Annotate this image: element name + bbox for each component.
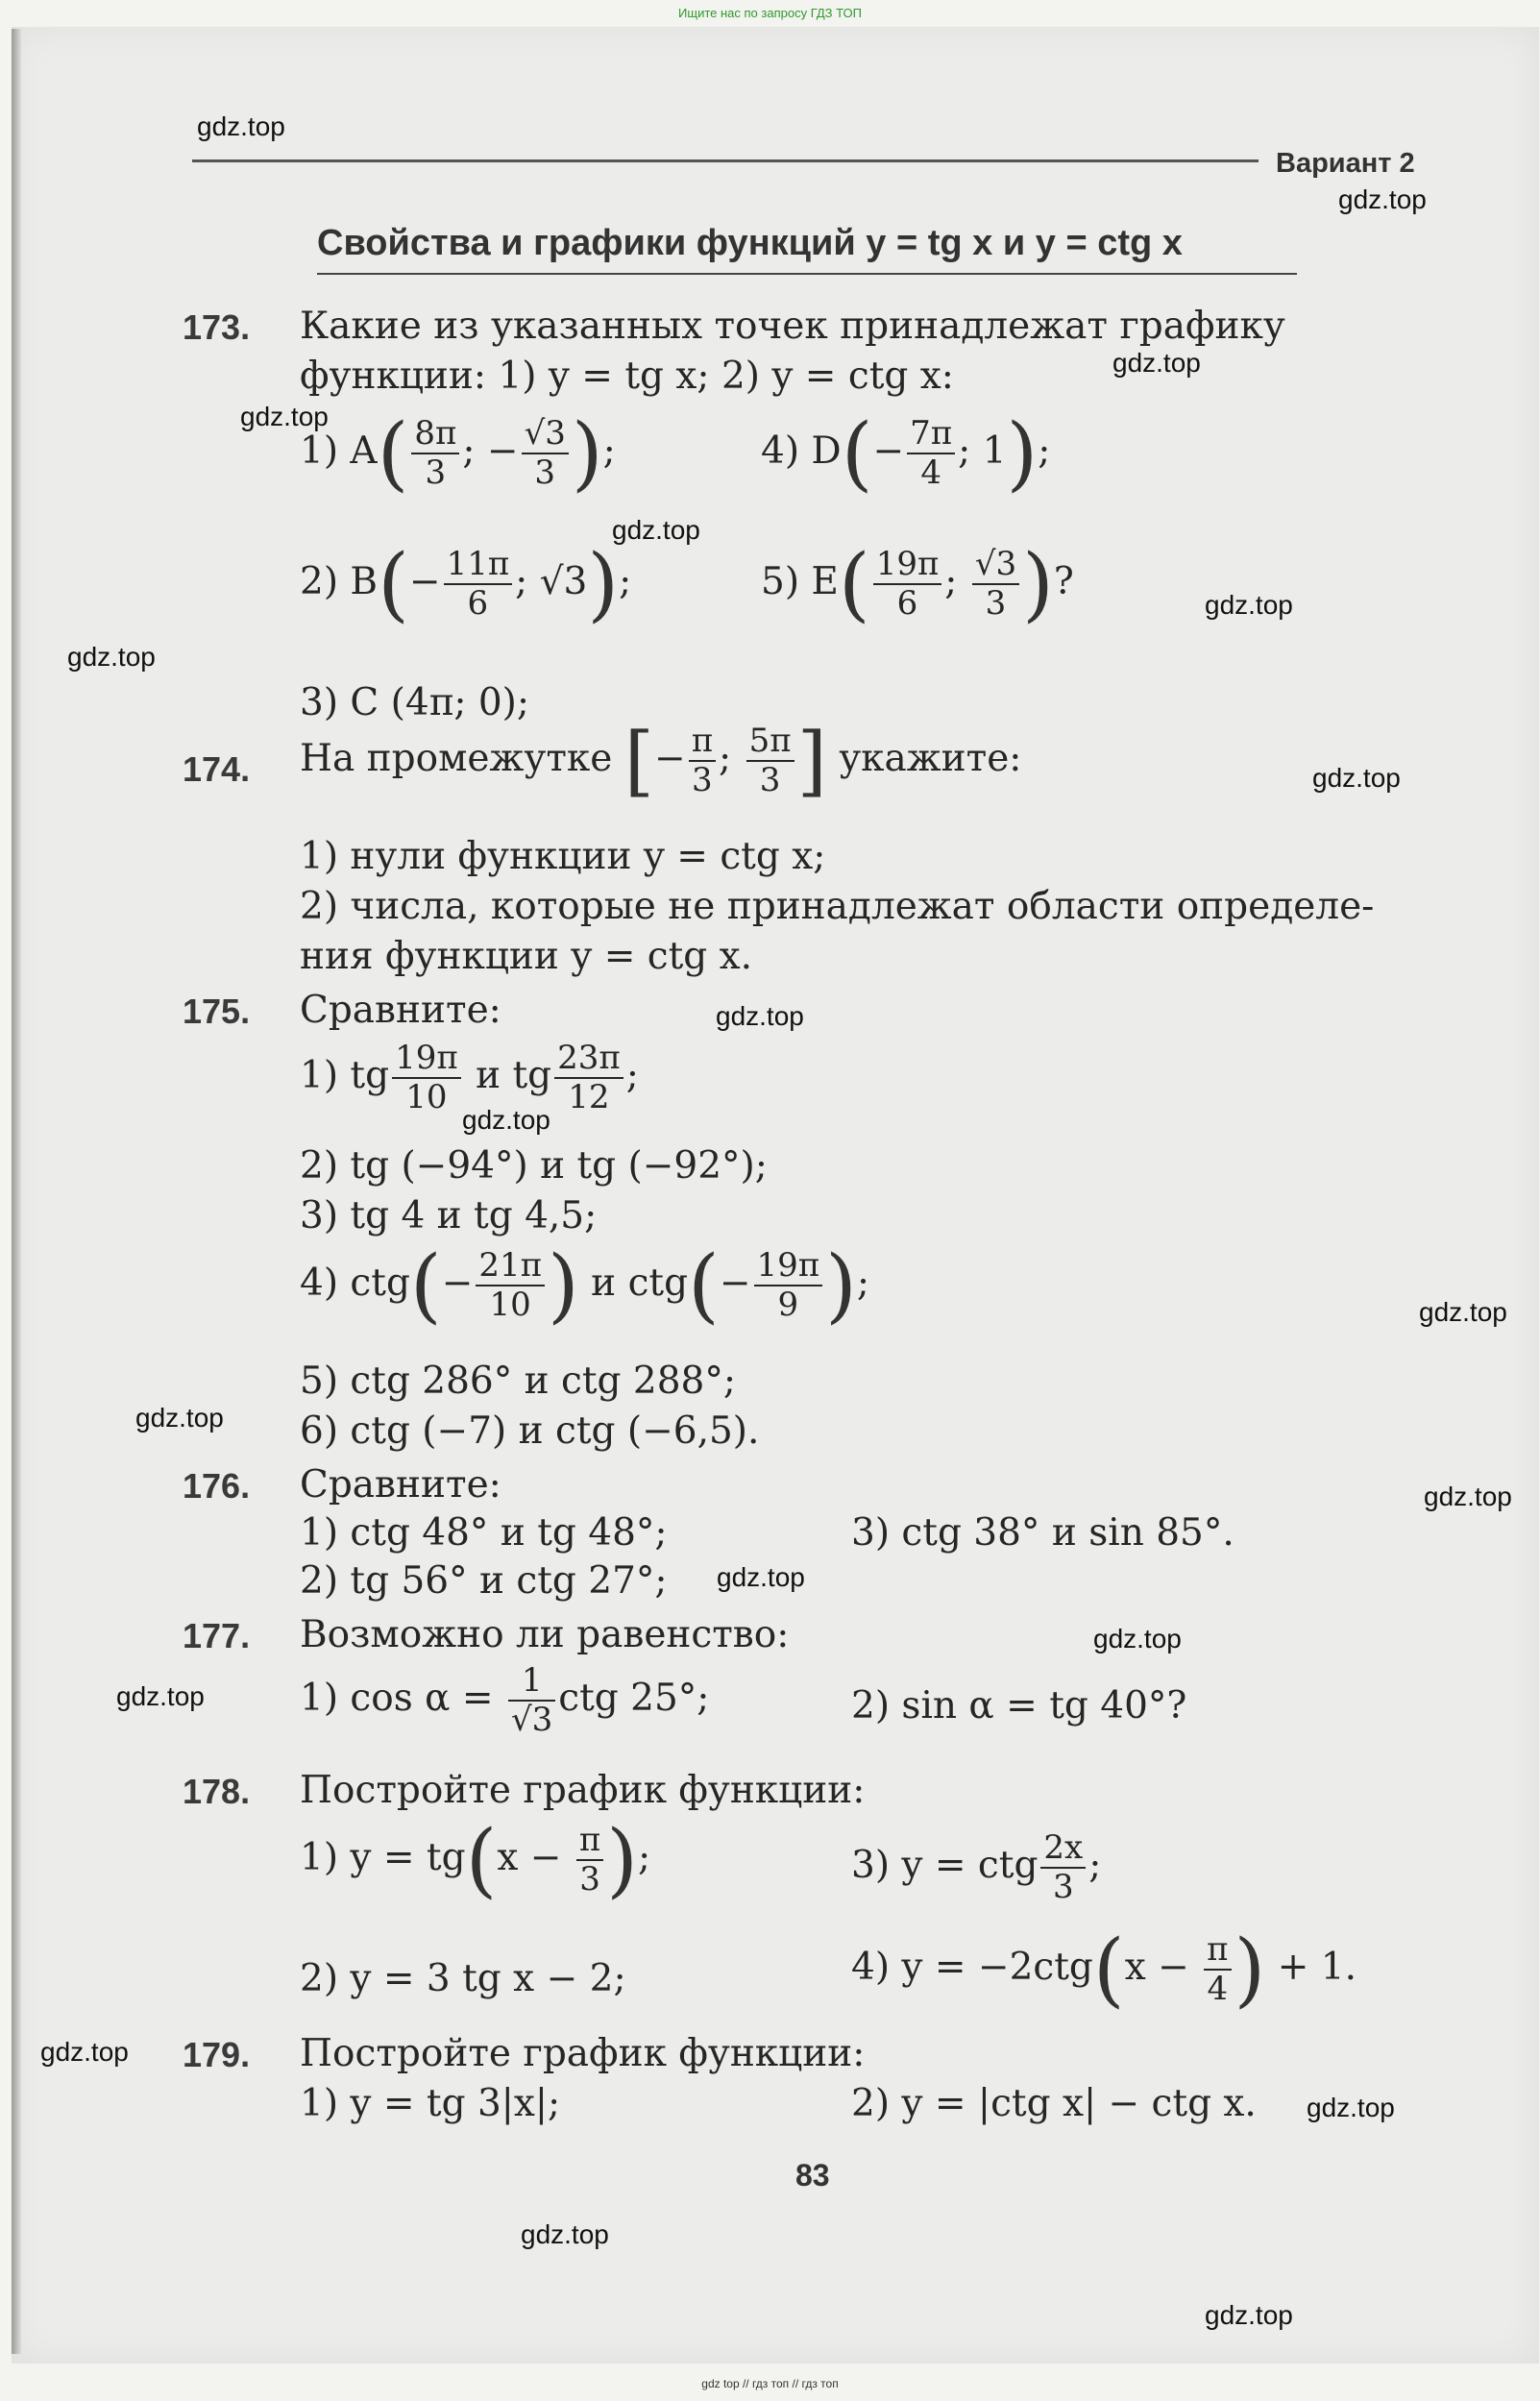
- variant-label: Вариант 2: [1276, 148, 1415, 179]
- fraction: $\frac{8\pi}{3}$: [411, 415, 459, 492]
- problem-item: 6) ctg (−7) и ctg (−6,5).: [300, 1409, 760, 1453]
- fraction: $\frac{5\pi}{3}$: [746, 723, 794, 799]
- fraction: $\frac{11\pi}{6}$: [444, 546, 513, 623]
- fraction: $\frac{√3}{3}$: [972, 546, 1019, 623]
- watermark: gdz.top: [240, 402, 329, 431]
- footer-links[interactable]: gdz top // гдз топ // гдз топ: [701, 2377, 839, 2390]
- problem-item: 3) tg 4 и tg 4,5;: [300, 1194, 598, 1237]
- problem-text: На промежутке [− $\frac{\pi}{3}$ ; $\frac{5\pi}{3}$ ] укажите:: [300, 716, 1022, 806]
- point-e: 5) E( $\frac{19\pi}{6}$ ; $\frac{√3}{3}$ )?: [761, 536, 1074, 631]
- problem-item: 5) ctg 286° и ctg 288°;: [300, 1360, 736, 1403]
- watermark: gdz.top: [67, 642, 156, 672]
- problem-item: 3) y = ctg $\frac{2x}{3}$ ;: [851, 1828, 1102, 1907]
- watermark: gdz.top: [612, 515, 700, 545]
- problem-number: 179.: [183, 2035, 251, 2074]
- problem-text: функции: 1) y = tg x; 2) y = ctg x:: [300, 355, 954, 398]
- watermark: gdz.top: [1307, 2093, 1395, 2122]
- problem-number: 177.: [183, 1616, 251, 1655]
- problem-item: 4) y = −2ctg(x − $\frac{\pi}{4}$ ) + 1.: [851, 1922, 1357, 2017]
- fraction: $\frac{√3}{3}$: [522, 415, 569, 492]
- watermark: gdz.top: [1424, 1482, 1512, 1511]
- fraction: $\frac{7\pi}{4}$: [907, 415, 955, 492]
- problem-item: 1) y = tg 3|x|;: [300, 2082, 561, 2125]
- problem-number: 174.: [183, 749, 251, 789]
- point-label: 5) E: [761, 560, 839, 604]
- fraction: $\frac{1}{√3}$: [508, 1662, 555, 1739]
- top-search-link[interactable]: Ищите нас по запросу ГДЗ ТОП: [678, 6, 862, 20]
- problem-text: Какие из указанных точек принадлежат графику: [300, 305, 1285, 348]
- problem-text: ния функции y = ctg x.: [300, 935, 753, 978]
- fraction: $\frac{23\pi}{12}$: [554, 1040, 623, 1116]
- problem-item: 2) tg 56° и ctg 27°;: [300, 1559, 668, 1603]
- problem-text: Постройте график функции:: [300, 2032, 866, 2075]
- page-number: 83: [795, 2158, 830, 2193]
- problem-item: 1) cos α = $\frac{1}{√3}$ ctg 25°;: [300, 1661, 710, 1740]
- problem-text: Сравните:: [300, 989, 501, 1032]
- problem-number: 178.: [183, 1772, 251, 1811]
- watermark: gdz.top: [1338, 184, 1427, 214]
- point-label: 1) A: [300, 429, 378, 474]
- watermark: gdz.top: [1112, 348, 1201, 378]
- title-underline: [317, 273, 1297, 275]
- problem-item: 1) ctg 48° и tg 48°;: [300, 1511, 668, 1555]
- watermark: gdz.top: [716, 1001, 804, 1031]
- point-c: 3) C (4π; 0);: [300, 681, 530, 724]
- fraction: $\frac{21\pi}{10}$: [476, 1247, 545, 1324]
- problem-item: 1) y = tg(x − $\frac{\pi}{3}$ );: [300, 1812, 651, 1907]
- page-binding-edge: [12, 29, 21, 2354]
- fraction: $\frac{\pi}{4}$: [1204, 1931, 1231, 2008]
- problem-text: Возможно ли равенство:: [300, 1613, 790, 1656]
- point-a: 1) A( $\frac{8\pi}{3}$ ; − $\frac{√3}{3}$ );: [300, 405, 616, 501]
- fraction: $\frac{19\pi}{9}$: [754, 1247, 823, 1324]
- watermark: gdz.top: [462, 1105, 550, 1135]
- point-d: 4) D(− $\frac{7\pi}{4}$ ; 1);: [761, 405, 1051, 501]
- problem-text: 2) числа, которые не принадлежат области определе-: [300, 885, 1375, 928]
- point-b: 2) B(− $\frac{11\pi}{6}$ ; √3);: [300, 536, 632, 631]
- problem-text: Постройте график функции:: [300, 1769, 866, 1812]
- problem-item: 2) tg (−94°) и tg (−92°);: [300, 1144, 768, 1188]
- watermark: gdz.top: [197, 111, 285, 141]
- watermark: gdz.top: [135, 1403, 224, 1433]
- watermark: gdz.top: [717, 1562, 805, 1592]
- problem-item: 1) tg $\frac{19\pi}{10}$ и tg $\frac{23\pi}{12}$ ;: [300, 1039, 639, 1117]
- watermark: gdz.top: [1205, 590, 1293, 620]
- watermark: gdz.top: [1205, 2300, 1293, 2330]
- problem-number: 175.: [183, 992, 251, 1031]
- problem-item: 2) y = 3 tg x − 2;: [300, 1957, 626, 2000]
- fraction: $\frac{2x}{3}$: [1040, 1829, 1086, 1906]
- fraction: $\frac{\pi}{3}$: [576, 1822, 603, 1899]
- section-title: Свойства и графики функций y = tg x и y = ctg x: [317, 223, 1183, 263]
- watermark: gdz.top: [1419, 1297, 1507, 1327]
- watermark: gdz.top: [1093, 1624, 1182, 1654]
- point-label: 4) D: [761, 429, 842, 474]
- problem-text: 1) нули функции y = ctg x;: [300, 835, 826, 878]
- watermark: gdz.top: [521, 2219, 609, 2249]
- fraction: $\frac{\pi}{3}$: [689, 723, 716, 799]
- problem-number: 176.: [183, 1466, 251, 1506]
- problem-number: 173.: [183, 307, 251, 347]
- problem-item: 4) ctg(− $\frac{21\pi}{10}$ ) и ctg(− $\frac{19\pi}{9}$ );: [300, 1237, 870, 1333]
- problem-text: Сравните:: [300, 1463, 501, 1507]
- watermark: gdz.top: [1312, 763, 1401, 793]
- problem-item: 2) y = |ctg x| − ctg x.: [851, 2082, 1257, 2125]
- problem-item: 3) ctg 38° и sin 85°.: [851, 1511, 1234, 1555]
- point-label: 2) B: [300, 560, 379, 604]
- fraction: $\frac{19\pi}{10}$: [392, 1040, 461, 1116]
- watermark: gdz.top: [116, 1681, 205, 1711]
- watermark: gdz.top: [40, 2037, 129, 2067]
- header-rule: [192, 159, 1259, 162]
- fraction: $\frac{19\pi}{6}$: [873, 546, 942, 623]
- problem-item: 2) sin α = tg 40°?: [851, 1684, 1187, 1727]
